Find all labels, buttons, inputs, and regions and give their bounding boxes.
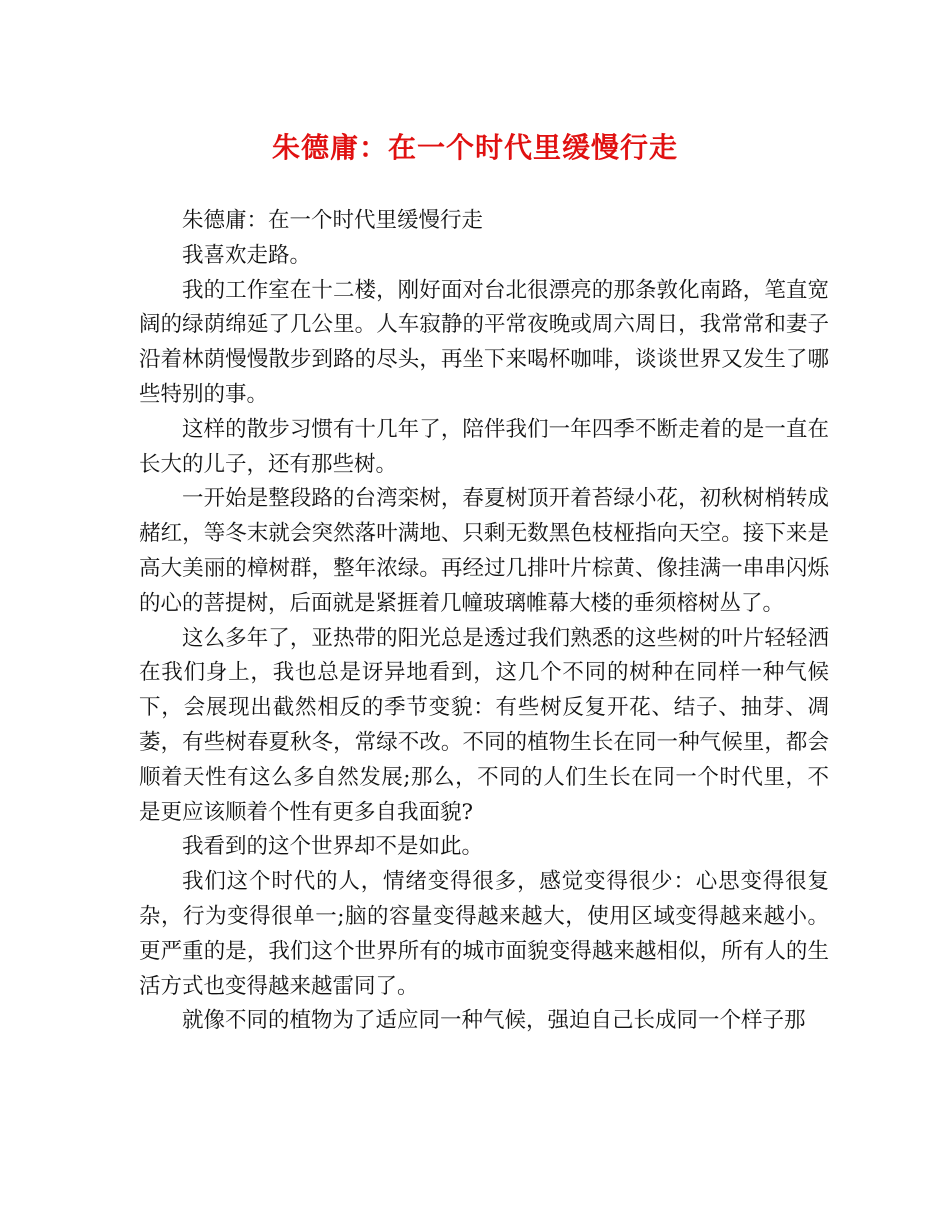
document-body — [139, 204, 829, 1039]
paragraph: 我们这个时代的人，情绪变得很多，感觉变得很少：心思变得很复杂，行为变得很单一;脑的容量变得越来越大，使用区域变得越来越小。更严重的是，我们这个世界所有的城市面貌变得越来越相似，所有人的生活方式也变得越来越雷同了。 — [139, 869, 829, 999]
paragraph: 一开始是整段路的台湾栾树，春夏树顶开着苔绿小花，初秋树梢转成赭红，等冬末就会突然落叶满地、只剩无数黑色枝桠指向天空。接下来是高大美丽的樟树群，整年浓绿。再经过几排叶片棕黄、像挂满一串串闪烁的心的菩提树，后面就是紧捱着几幢玻璃帷幕大楼的垂须榕树丛了。 — [139, 486, 829, 616]
paragraph: 就像不同的植物为了适应同一种气候，强迫自己长成同一个样子那 — [182, 1008, 806, 1034]
paragraph: 我的工作室在十二楼，刚好面对台北很漂亮的那条敦化南路，笔直宽阔的绿荫绵延了几公里。人车寂静的平常夜晚或周六周日，我常常和妻子沿着林荫慢慢散步到路的尽头，再坐下来喝杯咖啡，谈谈世界又发生了哪些特别的事。 — [139, 277, 829, 407]
paragraph: 朱德庸：在一个时代里缓慢行走 — [182, 208, 484, 233]
paragraph: 这样的散步习惯有十几年了，陪伴我们一年四季不断走着的是一直在长大的儿子，还有那些树。 — [139, 416, 829, 477]
paragraph: 我喜欢走路。 — [182, 242, 312, 268]
paragraph: 我看到的这个世界却不是如此。 — [182, 834, 484, 860]
document-title: 朱德庸：在一个时代里缓慢行走 — [271, 131, 678, 164]
paragraph: 这么多年了，亚热带的阳光总是透过我们熟悉的这些树的叶片轻轻洒在我们身上，我也总是讶异地看到，这几个不同的树种在同样一种气候下，会展现出截然相反的季节变貌：有些树反复开花、结子、抽芽、凋萎，有些树春夏秋冬，常绿不改。不同的植物生长在同一种气候里，都会顺着天性有这么多自然发展;那么，不同的人们生长在同一个时代里，不是更应该顺着个性有更多自我面貌? — [139, 625, 829, 825]
